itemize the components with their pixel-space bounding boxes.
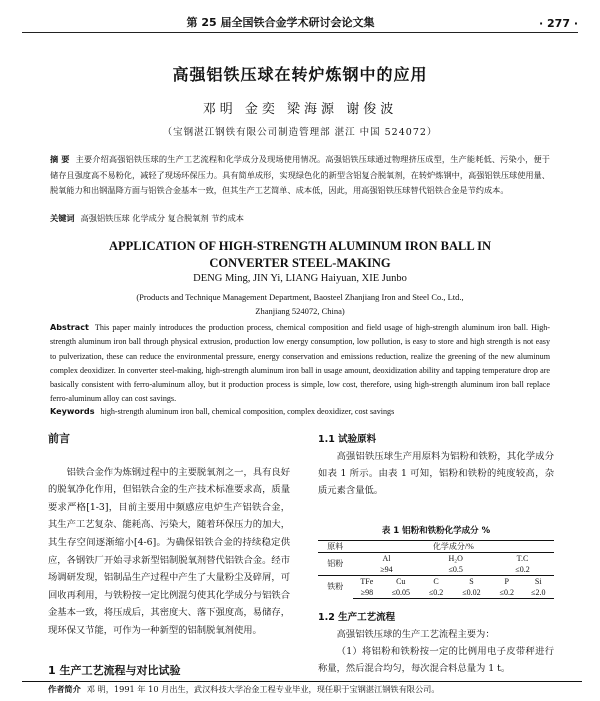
affiliation-cn: （宝钢湛江钢铁有限公司制造管理部 湛江 中国 524072） bbox=[162, 127, 438, 138]
table-cell: T.C bbox=[491, 553, 554, 565]
text-1-1: 高强铝铁压球生产用原料为铝粉和铁粉，其化学成分如表 1 所示。由表 1 可知，铝粉和铁粉的纯度较高，杂质元素含量低。 bbox=[318, 451, 554, 496]
authors-en: DENG Ming, JIN Yi, LIANG Haiyuan, XIE Junbo bbox=[193, 273, 407, 284]
keywords-cn-label: 关键词 bbox=[50, 213, 75, 223]
table-cell: ≤0.2 bbox=[491, 587, 522, 599]
table-cell: S bbox=[452, 576, 491, 588]
keywords-en-text: high-strength aluminum iron ball, chemical composition, complex deoxidizer, cost savings bbox=[100, 407, 395, 416]
table-cell: Al bbox=[353, 553, 421, 565]
right-column-top bbox=[318, 431, 554, 499]
paper-title-en-line2: CONVERTER STEEL-MAKING bbox=[209, 256, 391, 270]
table-header-material: 原料 bbox=[318, 541, 353, 553]
table-cell: TFe bbox=[353, 576, 382, 588]
table-cell: Si bbox=[522, 576, 554, 588]
keywords-en-label: Keywords bbox=[50, 406, 95, 416]
abstract-cn-text: 主要介绍高强铝铁压球的生产工艺流程和化学成分及现场使用情况。高强铝铁压球通过物理挤压成型，生产能耗低、污染小，便于储存且强度高不易粉化，减轻了现场环保压力。具有简单成形，实现绿色化的新型含铝复合脱氧剂，在转炉炼钢中，高强铝铁压球使用量、脱氧能力和出钢温降方面与铝铁合金基本一致，但其生产工艺简单、成本低，因此，用高强铝铁压球替代铝铁合金是节约成本。 bbox=[50, 154, 550, 195]
table-cell: C bbox=[420, 576, 451, 588]
heading-1-1: 1.1 试验原料 bbox=[318, 434, 377, 445]
table-cell: ≤0.02 bbox=[452, 587, 491, 599]
running-header bbox=[22, 10, 578, 33]
table-cell: ≤0.05 bbox=[381, 587, 420, 599]
footnote-label: 作者简介 bbox=[48, 684, 81, 694]
table-cell: ≥94 bbox=[380, 564, 393, 574]
affiliation-en-line1: (Products and Technique Management Department, Baosteel Zhanjiang Iron and Steel Co., Ltd., bbox=[136, 292, 464, 302]
abstract-en bbox=[50, 320, 550, 407]
text-1-2-intro: 高强铝铁压球的生产工艺流程主要为： bbox=[336, 629, 495, 640]
footnote-text: 邓 明，1991 年 10 月出生，武汉科技大学冶金工程专业毕业，现任职于宝钢湛江钢铁有限公司。 bbox=[86, 684, 440, 694]
foreword-text: 铝铁合金作为炼钢过程中的主要脱氧剂之一，具有良好的脱氧净化作用，但铝铁合金的生产技术标准要求高，质量要求严格[1-3]，目前主要用中频感应电炉生产铝铁合金，其生产工艺复杂、能耗高、污染大，随着环保压力的加大，其生存空间逐渐缩小[4-6]。为确保铝铁合金的持续稳定供应，各钢铁厂开始寻求新型铝制脱氧剂替代铝铁合金。经市场调研发现，铝制品生产过程中产生了大量粉尘及碎屑，可回收再利用，与铁粉按一定比例混匀使其化学成分与铝铁合金基本一致，将压成后，其密度大、落下强度高，易储存，现环保又节能，可作为一种新型的铝制脱氧剂使用。 bbox=[48, 466, 290, 636]
table-cell: ≤0.2 bbox=[420, 587, 451, 599]
heading-1-2: 1.2 生产工艺流程 bbox=[318, 612, 396, 623]
page-number: · 277 · bbox=[539, 17, 578, 30]
heading-foreword: 前言 bbox=[48, 432, 70, 445]
keywords-en bbox=[50, 406, 550, 416]
table-cell: Cu bbox=[381, 576, 420, 588]
table-cell: ≤2.0 bbox=[522, 587, 554, 599]
heading-section-1: 1 生产工艺流程与对比试验 bbox=[48, 664, 181, 677]
abstract-en-text: This paper mainly introduces the production process, chemical composition and field usage of high-strength aluminum iron ball. High-strength aluminum iron ball through physical extrusion, production low energy consumption, low pollution, is easy to store and high strength is not easy to pulverization, these can reduce the environmental pressure, energy conservation and emissions reduction, realize the greening of the new aluminum complex deoxidizer. In converter steel-making, high-strength aluminum iron ball in usage amount, deoxidization ability and tapping temperature drop are basically consistent with ferro-aluminum alloy, but it production process is simple, low cost, therefore, using high-strength aluminum iron ball replace ferro-aluminum alloy can cost savings. bbox=[50, 323, 550, 404]
left-column bbox=[48, 430, 290, 640]
affiliation-en-line2: Zhanjiang 524072, China) bbox=[255, 306, 345, 316]
table-cell: ≥98 bbox=[353, 587, 382, 599]
composition-table bbox=[318, 540, 554, 599]
table-cell: H₂O bbox=[420, 553, 491, 565]
table-row-label-al: 铝粉 bbox=[318, 553, 353, 576]
table-header-composition: 化学成分/% bbox=[353, 541, 554, 553]
header-proceedings-title: 第 25 届全国铁合金学术研讨会论文集 bbox=[186, 16, 375, 29]
table-row-label-fe: 铁粉 bbox=[318, 576, 353, 599]
authors-cn: 邓明 金奕 梁海源 谢俊波 bbox=[202, 102, 398, 117]
table-cell: P bbox=[491, 576, 522, 588]
author-footnote bbox=[48, 684, 568, 695]
abstract-cn bbox=[50, 152, 550, 199]
table-cell: ≤0.5 bbox=[448, 564, 463, 574]
keywords-cn-text: 高强铝铁压球 化学成分 复合脱氧剂 节约成本 bbox=[80, 213, 244, 223]
text-1-2-step1: （1）将铝粉和铁粉按一定的比例用电子皮带秤进行称量，然后混合均匀，每次混合料总量为 1 t。 bbox=[318, 646, 554, 674]
affiliation-en bbox=[0, 290, 600, 318]
keywords-cn bbox=[50, 213, 550, 224]
table-caption: 表 1 铝粉和铁粉化学成分 % bbox=[381, 526, 491, 536]
right-column-bottom bbox=[318, 609, 554, 677]
paper-title-cn: 高强铝铁压球在转炉炼钢中的应用 bbox=[172, 65, 428, 84]
abstract-en-label: Abstract bbox=[50, 322, 89, 332]
footnote-divider bbox=[22, 681, 582, 682]
table-cell: ≤0.2 bbox=[515, 564, 530, 574]
abstract-cn-label: 摘 要 bbox=[50, 154, 70, 164]
paper-title-en bbox=[60, 238, 540, 272]
paper-title-en-line1: APPLICATION OF HIGH-STRENGTH ALUMINUM IRON BALL IN bbox=[109, 239, 491, 253]
